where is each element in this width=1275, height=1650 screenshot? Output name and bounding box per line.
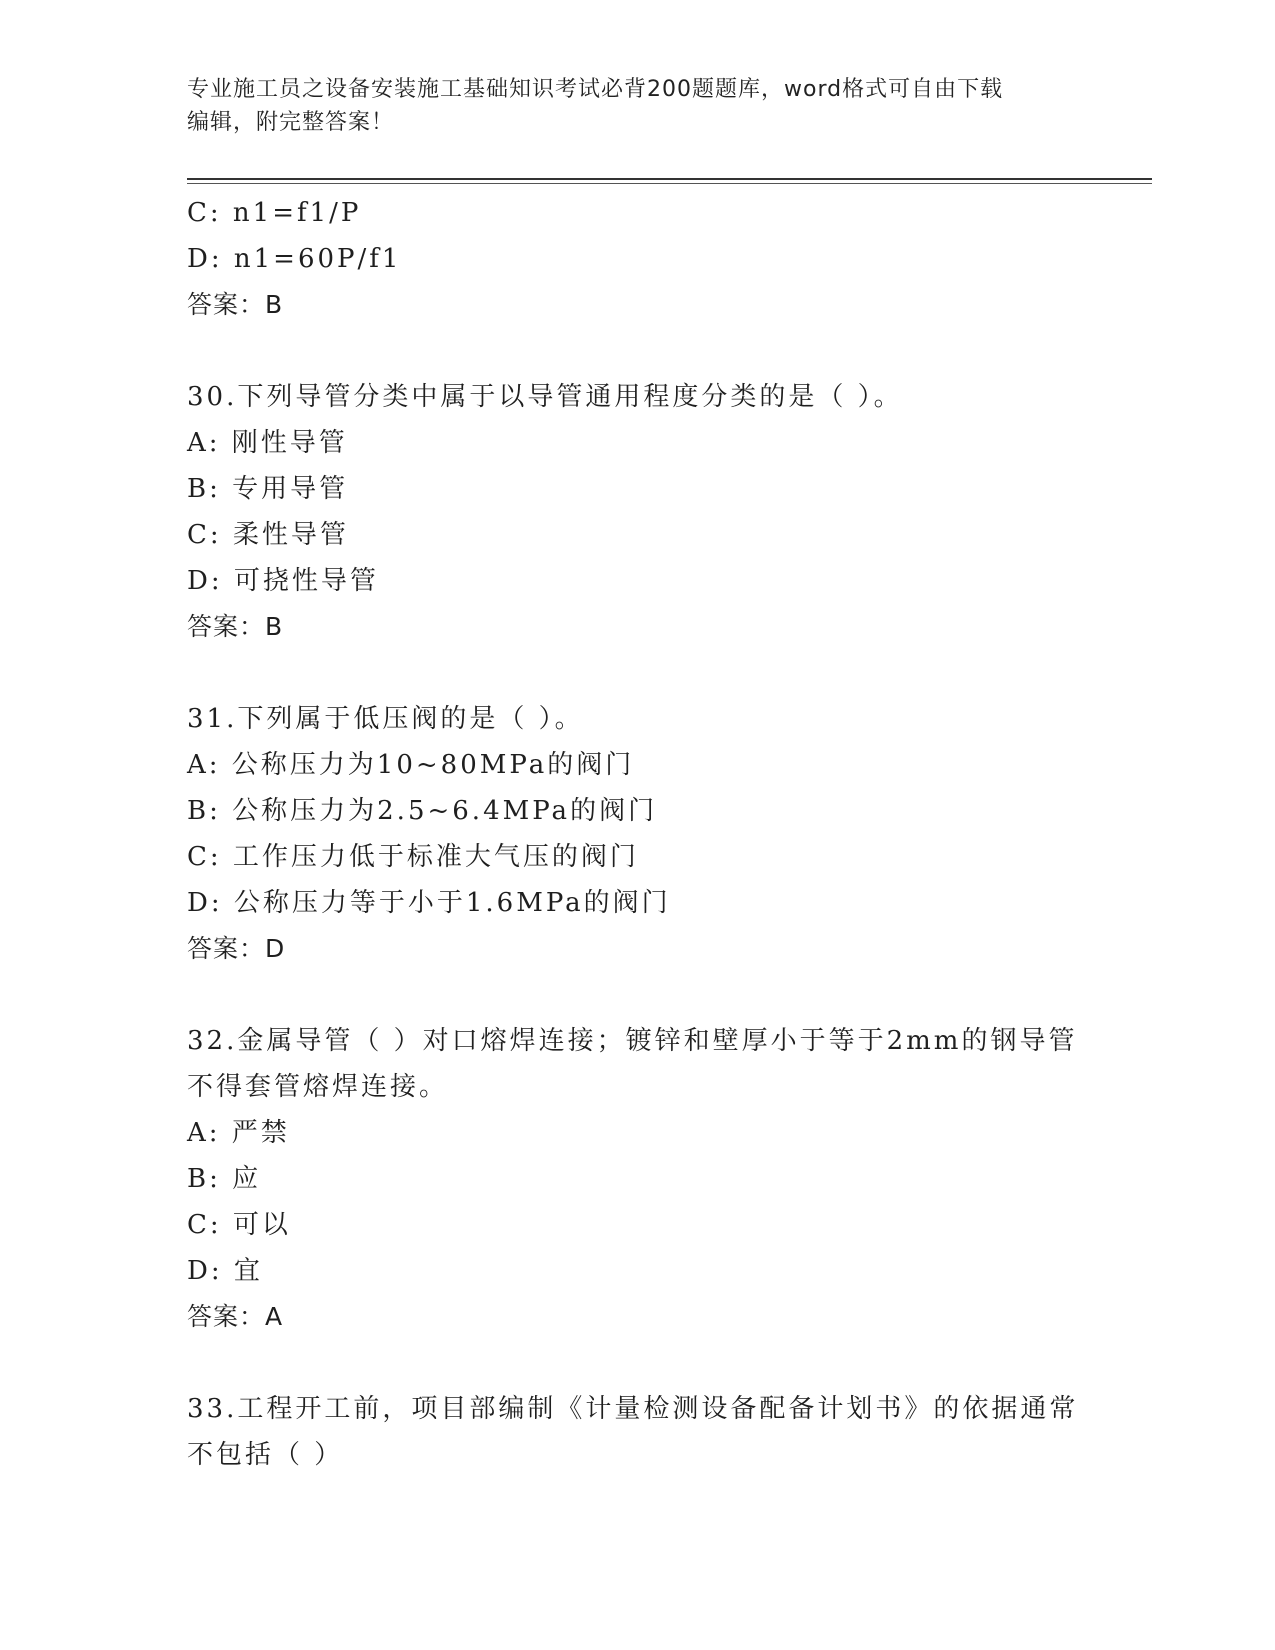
option-d: D: 可挠性导管 [187, 566, 379, 596]
header-title-line1: 专业施工员之设备安装施工基础知识考试必背200题题库，word格式可自由下载 [187, 77, 1004, 102]
header-divider-thin [187, 183, 1152, 184]
option-b: B: 公称压力为2.5~6.4MPa的阀门 [187, 796, 658, 826]
option-b: B: 应 [187, 1164, 262, 1194]
spacer [187, 650, 1087, 696]
option-c: C: n1=f1/P [187, 198, 362, 228]
option-a: A: 严禁 [187, 1118, 290, 1148]
header-divider-thick [187, 178, 1152, 180]
question-block-30 [187, 374, 1087, 650]
option-a: A: 刚性导管 [187, 428, 348, 458]
document-header [187, 73, 1077, 139]
question-block-31 [187, 696, 1087, 972]
option-d: D: 宜 [187, 1256, 263, 1286]
answer-line: 答案：A [187, 1302, 284, 1331]
question-block-prev [187, 190, 1087, 328]
spacer [187, 1340, 1087, 1386]
answer-line: 答案：B [187, 290, 284, 319]
question-stem-line1: 32.金属导管（ ）对口熔焊连接；镀锌和壁厚小于等于2mm的钢导管 [187, 1026, 1078, 1056]
option-a: A: 公称压力为10~80MPa的阀门 [187, 750, 635, 780]
spacer [187, 972, 1087, 1018]
option-d: D: 公称压力等于小于1.6MPa的阀门 [187, 888, 671, 918]
question-stem: 31.下列属于低压阀的是（ ）。 [187, 704, 584, 734]
question-stem: 30.下列导管分类中属于以导管通用程度分类的是（ ）。 [187, 382, 903, 412]
answer-line: 答案：B [187, 612, 284, 641]
option-c: C: 柔性导管 [187, 520, 349, 550]
option-c: C: 可以 [187, 1210, 291, 1240]
question-block-32 [187, 1018, 1087, 1340]
header-title-line2: 编辑，附完整答案！ [187, 110, 395, 135]
option-d: D: n1=60P/f1 [187, 244, 402, 274]
question-list [187, 190, 1087, 1478]
answer-line: 答案：D [187, 934, 286, 963]
question-stem-line1: 33.工程开工前，项目部编制《计量检测设备配备计划书》的依据通常 [187, 1394, 1079, 1424]
question-block-33 [187, 1386, 1087, 1478]
question-stem-line2: 不包括（ ） [187, 1440, 344, 1470]
option-b: B: 专用导管 [187, 474, 349, 504]
spacer [187, 328, 1087, 374]
option-c: C: 工作压力低于标准大气压的阀门 [187, 842, 639, 872]
question-stem-line2: 不得套管熔焊连接。 [187, 1072, 449, 1102]
